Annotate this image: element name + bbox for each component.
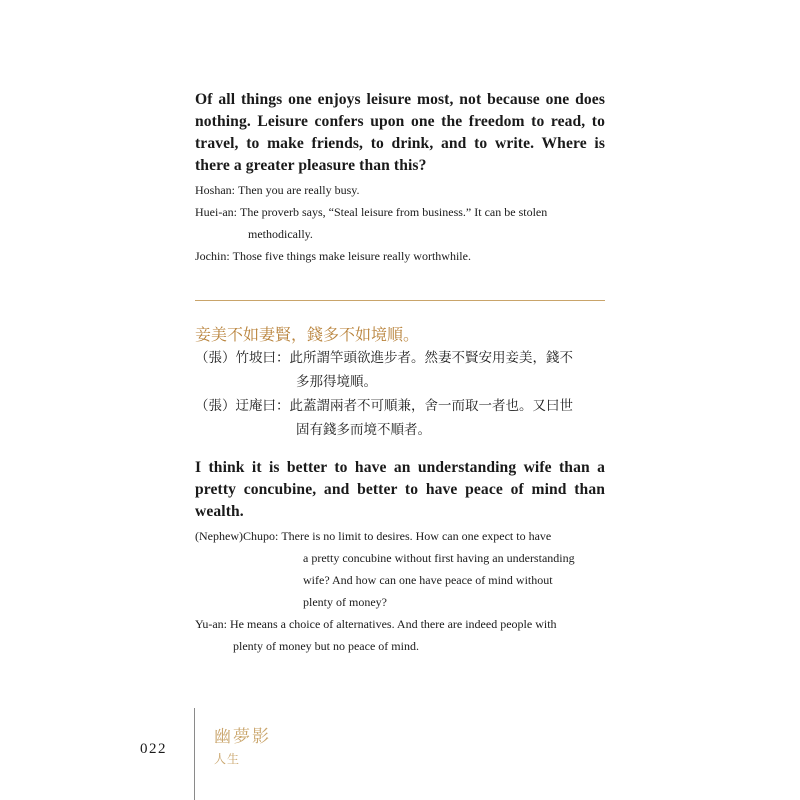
section-2: [195, 457, 605, 657]
section-divider: [195, 300, 605, 301]
cn-text-yuan-cont: 固有錢多而境不順者。: [296, 422, 431, 438]
speaker-hoshan: Hoshan:: [195, 183, 235, 197]
quote-leisure: Of all things one enjoys leisure most, not because one does nothing. Leisure confers upon one the freedom to read, to travel, to make friends, to drink, and to write. Where is there a greater pleasure than this?: [195, 91, 605, 174]
speech-chupo-cont-1: a pretty concubine without first having an understanding: [303, 551, 575, 565]
cn-text-zhupo-cont: 多那得境順。: [296, 374, 377, 390]
speaker-chupo: (Nephew)Chupo:: [195, 529, 279, 543]
cn-speaker-zhupo: （張）竹坡曰：: [195, 350, 290, 366]
speaker-jochin: Jochin:: [195, 249, 230, 263]
speech-yu-an-cont: plenty of money but no peace of mind.: [233, 639, 419, 653]
speech-yu-an: He means a choice of alternatives. And there are indeed people with: [230, 617, 557, 631]
footer-vertical-rule: [194, 708, 195, 800]
dialogue-line-jochin: [195, 245, 605, 267]
speaker-huei-an: Huei-an:: [195, 205, 237, 219]
cn-line-yuan: [195, 394, 605, 418]
speech-chupo-cont-2: wife? And how can one have peace of mind without: [303, 573, 553, 587]
speech-chupo-cont-3: plenty of money?: [303, 595, 387, 609]
dialogue-line-chupo: [195, 525, 605, 547]
chapter-label: 人生: [214, 752, 241, 766]
quote-wife: I think it is better to have an understanding wife than a pretty concubine, and better to have peace of mind than wealth.: [195, 459, 605, 520]
dialogue-wife: [195, 525, 605, 657]
dialogue-line-yu-an: [195, 613, 605, 635]
dialogue-leisure: [195, 179, 605, 267]
cn-text-yuan: 此蓋謂兩者不可順兼，舍一而取一者也。又曰世: [289, 398, 573, 414]
speech-huei-an: The proverb says, “Steal leisure from business.” It can be stolen: [239, 205, 548, 219]
cn-speaker-yuan: （張）迂庵曰：: [195, 398, 290, 414]
cn-commentary: [195, 346, 605, 442]
speaker-yu-an: Yu-an:: [195, 617, 227, 631]
cn-text-zhupo: 此所謂竿頭欲進步者。然妻不賢安用妾美，錢不: [289, 350, 573, 366]
speech-huei-an-cont: methodically.: [248, 227, 313, 241]
speech-hoshan: Then you are really busy.: [238, 183, 360, 197]
cn-line-zhupo: [195, 346, 605, 370]
dialogue-line-huei-an: [195, 201, 605, 223]
dialogue-line-hoshan: [195, 179, 605, 201]
cn-title: 妾美不如妻賢，錢多不如境順。: [195, 325, 420, 344]
speech-chupo: There is no limit to desires. How can one expect to have: [281, 529, 552, 543]
page-number: 022: [140, 741, 167, 757]
section-1: [195, 89, 605, 267]
speech-jochin: Those five things make leisure really worthwhile.: [232, 249, 471, 263]
book-title: 幽夢影: [214, 727, 271, 747]
